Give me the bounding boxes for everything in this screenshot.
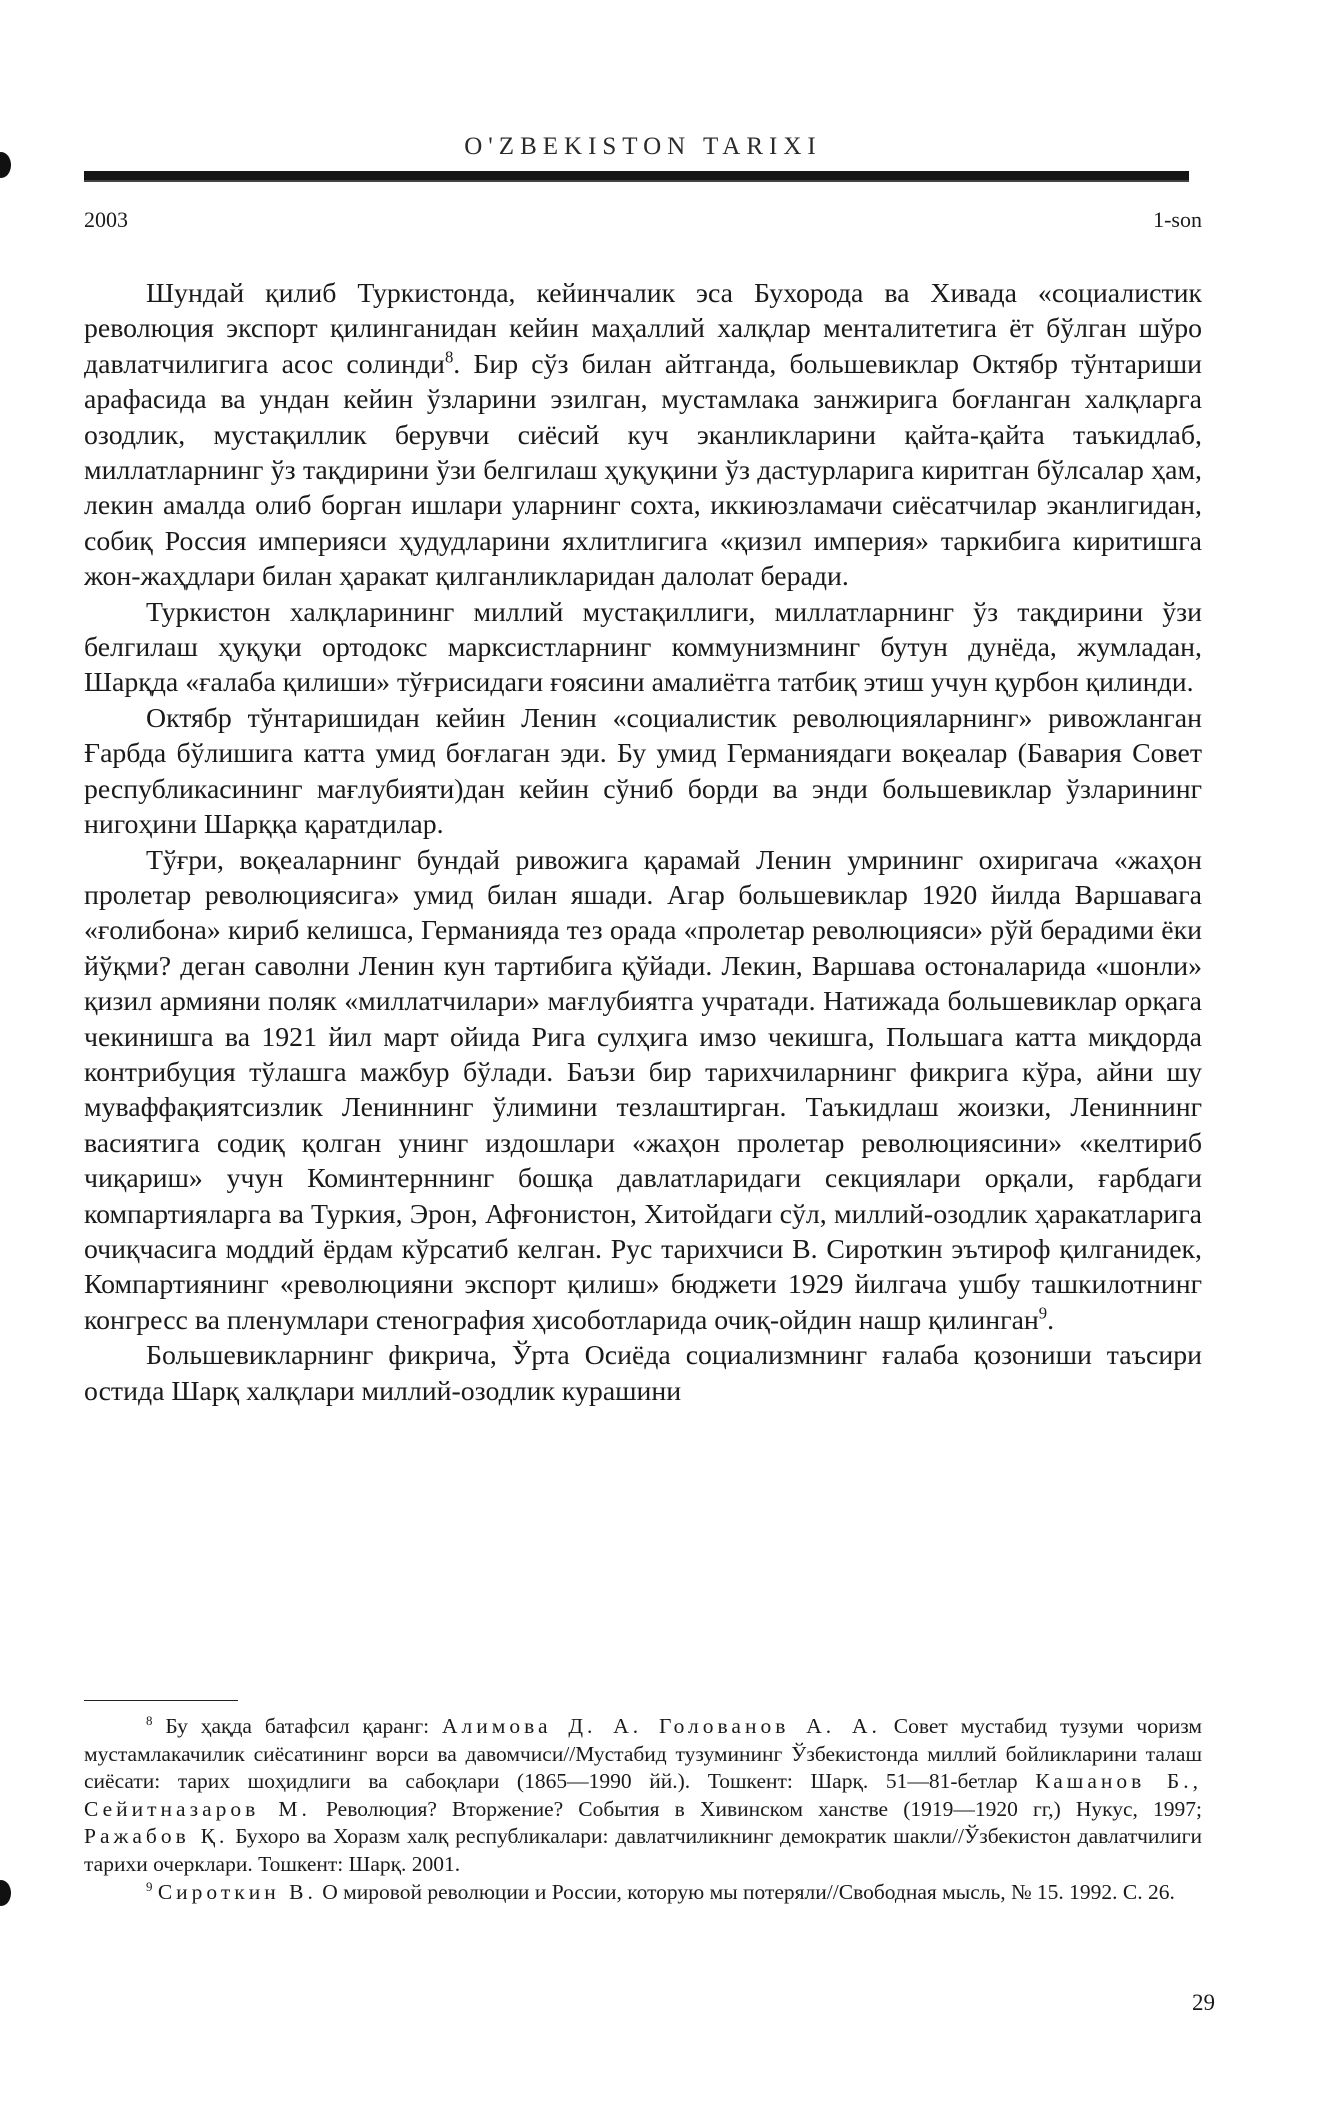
journal-title: O'ZBEKISTON TARIXI: [464, 133, 822, 160]
footnote-divider: [84, 1700, 238, 1701]
header-row: [84, 205, 1202, 235]
paragraph-4-tail: .: [1047, 1304, 1055, 1336]
footnote-ref-9[interactable]: 9: [1038, 1303, 1048, 1323]
issue-label: 1-son: [1153, 207, 1202, 232]
footnote-8-authors-1: Алимова Д. А. Голованов А. А.: [441, 1714, 881, 1738]
paragraph-1-tail: . Бир сўз билан айтганда, большевиклар Октябр тўнтариши арафасида ва ундан кейин ўзларини эзилган, мустамлака занжирига боғланган халқларга озодлик, мустақиллик берувчи сиёсий куч эканликларини қайта-қайта таъкидлаб, миллатларнинг ўз тақдирини ўзи белгилаш ҳуқуқини ўз дастурларига киритган бўлсалар ҳам, лекин амалда олиб борган ишлари уларнинг сохта, иккиюзламачи сиёсатчилар эканлигидан, собиқ Россия империяси ҳудудларини яхлитлигига «қизил империя» таркибига киритишга жон-жаҳдлари билан ҳаракат қилганликларидан далолат беради.: [84, 348, 1202, 593]
footnotes: [84, 1713, 1202, 1906]
page-number: 29: [1192, 1990, 1215, 2015]
paragraph-1: [84, 276, 1202, 595]
footnote-ref-8[interactable]: 8: [444, 347, 454, 367]
footnote-9-author: Сироткин В.: [157, 1879, 317, 1904]
footnote-8-authors-2: Кашанов Б., Сейитназаров М.: [84, 1769, 1203, 1821]
footnote-8-text-2: Революция? Вторжение? События в Хивинском ханстве (1919—1920 гг,) Нукус, 1997;: [310, 1796, 1202, 1821]
paragraph-4-text: Тўғри, воқеаларнинг бундай ривожига қарамай Ленин умрининг охиригача «жаҳон пролетар революциясига» умид билан яшади. Агар большевиклар 1920 йилда Варшавага «ғолибона» кириб келишса, Германияда тез орада «пролетар революцияси» рўй берадими ёки йўқми? деган саволни Ленин кун тартибига қўйади. Лекин, Варшава остоналарида «шонли» қизил армияни поляк «миллатчилари» мағлубиятга учратади. Натижада большевиклар орқага чекинишга ва 1921 йил март ойида Рига сулҳига имзо чекишга, Польшага катта миқдорда контрибуция тўлашга мажбур бўлади. Баъзи бир тарихчиларнинг фикрига кўра, айни шу муваффақиятсизлик Лениннинг ўлимини тезлаштирган. Таъкидлаш жоизки, Лениннинг васиятига содиқ қолган унинг издошлари «жаҳон пролетар революциясини» «келтириб чиқариш» учун Коминтерннинг бошқа давлатларидаги секциялари орқали, ғарбдаги компартияларга ва Туркия, Эрон, Афғонистон, Хитойдаги сўл, миллий-озодлик ҳаракатларига очиқчасига моддий ёрдам кўрсатиб келган. Рус тарихчиси В. Сироткин эътироф қилганидек, Компартиянинг «революцияни экспорт қилиш» бюджети 1929 йилгача ушбу ташкилотнинг конгресс ва пленумлари стенография ҳисоботларида очиқ-ойдин нашр қилинган: [84, 844, 1202, 1336]
footnote-8-intro: Бу ҳақда батафсил қаранг:: [152, 1714, 442, 1738]
paragraph-3: Октябр тўнтаришидан кейин Ленин «социалистик революцияларнинг» ривожланган Ғарбда бўлишига катта умид боғлаган эди. Бу умид Германиядаги воқеалар (Бавария Совет республикасининг мағлубияти)дан кейин сўниб борди ва энди большевиклар ўзларининг нигоҳини Шарққа қаратдилар.: [84, 702, 1202, 841]
footnote-9-text: О мировой революции и России, которую мы потеряли//Свободная мысль, № 15. 1992. С. 26.: [316, 1879, 1175, 1904]
paragraph-4: [84, 843, 1202, 1339]
footnote-8-marker: 8: [146, 1713, 153, 1728]
footnote-8-text-3: Бухоро ва Хоразм халқ республикалари: давлатчиликнинг демократик шакли//Ўзбекистон давлатчилиги тарихи очерклари. Тошкент: Шарқ. 2001.: [84, 1824, 1202, 1876]
punch-hole-top: [0, 152, 11, 178]
article-body: [84, 276, 1202, 1409]
punch-hole-bottom: [0, 1880, 11, 1906]
paragraph-1-text: Шундай қилиб Туркистонда, кейинчалик эса Бухорода ва Хивада «социалистик революция экспорт қилинганидан кейин маҳаллий халқлар менталитетига ёт бўлган шўро давлатчилигига асос солинди: [84, 278, 1202, 380]
footnote-8-authors-3: Ражабов Қ.: [84, 1824, 229, 1849]
document-page: [84, 130, 1203, 1904]
header-rule: [84, 171, 1189, 182]
footnote-8: [84, 1713, 1202, 1879]
footnote-8-text-1: Совет мустабид тузуми чоризм мустамлакачилик сиёсатининг ворси ва давомчиси//Мустабид тузумининг Ўзбекистонда миллий бойликларини талаш сиёсати: тарих шоҳидлиги ва сабоқлари (1865—1990 йй.). Тошкент: Шарқ. 51—81-бетлар: [84, 1714, 1203, 1794]
year-label: 2003: [84, 207, 128, 232]
footnote-9-marker: 9: [146, 1879, 153, 1894]
paragraph-5: Большевикларнинг фикрича, Ўрта Осиёда социализмнинг ғалаба қозониши таъсири остида Шарқ халқлари миллий-озодлик курашини: [84, 1340, 1202, 1407]
footnote-9: [84, 1879, 1202, 1907]
paragraph-2: Туркистон халқларининг миллий мустақиллиги, миллатларнинг ўз тақдирини ўзи белгилаш ҳуқуқи ортодокс марксистларнинг коммунизмнинг бутун дунёда, жумладан, Шарқда «ғалаба қилиши» тўғрисидаги ғоясини амалиётга татбиқ этиш учун қурбон қилинди.: [84, 596, 1202, 699]
